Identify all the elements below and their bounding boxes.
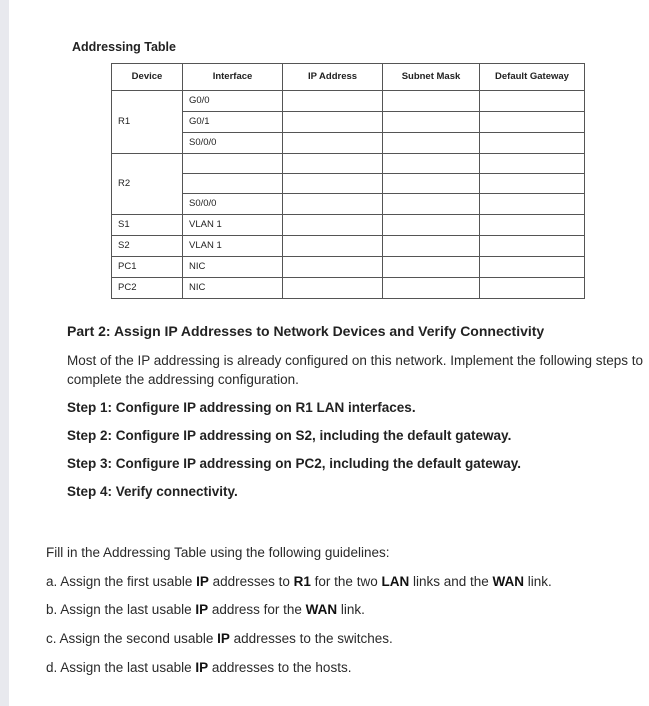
mask-cell[interactable] — [383, 174, 480, 194]
interface-cell: S0/0/0 — [183, 133, 283, 154]
gateway-cell[interactable] — [480, 215, 585, 236]
header-ip-address: IP Address — [283, 64, 383, 91]
table-header-row — [112, 64, 585, 91]
mask-cell[interactable] — [383, 278, 480, 299]
mask-cell[interactable] — [383, 194, 480, 215]
table-row — [112, 154, 585, 174]
guideline-d: d. Assign the last usable IP addresses to the hosts. — [46, 660, 352, 675]
step-2: Step 2: Configure IP addressing on S2, including the default gateway. — [67, 428, 512, 443]
device-cell-r2: R2 — [112, 154, 183, 215]
table-row — [112, 174, 585, 194]
step-3: Step 3: Configure IP addressing on PC2, including the default gateway. — [67, 456, 522, 471]
guideline-a: a. Assign the first usable IP addresses to R1 for the two LAN links and the WAN link. — [46, 574, 552, 589]
header-interface: Interface — [183, 64, 283, 91]
part-2-description: Most of the IP addressing is already configured on this network. Implement the following steps to complete the addressing configuration. — [67, 353, 644, 387]
ip-cell[interactable] — [283, 154, 383, 174]
addressing-table — [111, 63, 585, 299]
interface-cell: VLAN 1 — [183, 215, 283, 236]
interface-cell: S0/0/0 — [183, 194, 283, 215]
device-cell-s1: S1 — [112, 215, 183, 236]
device-cell-pc1: PC1 — [112, 257, 183, 278]
step-4: Step 4: Verify connectivity. — [67, 484, 238, 499]
guideline-b: b. Assign the last usable IP address for the WAN link. — [46, 602, 365, 617]
gateway-cell[interactable] — [480, 236, 585, 257]
interface-cell — [183, 174, 283, 194]
part-2-heading: Part 2: Assign IP Addresses to Network Devices and Verify Connectivity — [67, 323, 545, 339]
gateway-cell[interactable] — [480, 174, 585, 194]
ip-cell[interactable] — [283, 278, 383, 299]
gateway-cell[interactable] — [480, 154, 585, 174]
page-left-margin — [0, 0, 9, 706]
step-1: Step 1: Configure IP addressing on R1 LAN interfaces. — [67, 400, 416, 415]
ip-cell[interactable] — [283, 133, 383, 154]
gateway-cell[interactable] — [480, 112, 585, 133]
table-row — [112, 112, 585, 133]
interface-cell: G0/1 — [183, 112, 283, 133]
device-cell-pc2: PC2 — [112, 278, 183, 299]
interface-cell: NIC — [183, 278, 283, 299]
mask-cell[interactable] — [383, 133, 480, 154]
ip-cell[interactable] — [283, 215, 383, 236]
gateway-cell[interactable] — [480, 278, 585, 299]
ip-cell[interactable] — [283, 174, 383, 194]
mask-cell[interactable] — [383, 91, 480, 112]
ip-cell[interactable] — [283, 91, 383, 112]
mask-cell[interactable] — [383, 154, 480, 174]
table-title: Addressing Table — [72, 40, 176, 54]
header-default-gateway: Default Gateway — [480, 64, 585, 91]
ip-cell[interactable] — [283, 194, 383, 215]
table-row — [112, 257, 585, 278]
gateway-cell[interactable] — [480, 91, 585, 112]
gateway-cell[interactable] — [480, 257, 585, 278]
guidelines-intro: Fill in the Addressing Table using the following guidelines: — [46, 545, 390, 560]
mask-cell[interactable] — [383, 112, 480, 133]
table-row — [112, 236, 585, 257]
table-row — [112, 91, 585, 112]
gateway-cell[interactable] — [480, 133, 585, 154]
device-cell-s2: S2 — [112, 236, 183, 257]
header-subnet-mask: Subnet Mask — [383, 64, 480, 91]
ip-cell[interactable] — [283, 257, 383, 278]
interface-cell: VLAN 1 — [183, 236, 283, 257]
table-row — [112, 133, 585, 154]
interface-cell: G0/0 — [183, 91, 283, 112]
table-row — [112, 215, 585, 236]
mask-cell[interactable] — [383, 215, 480, 236]
header-device: Device — [112, 64, 183, 91]
table-row — [112, 278, 585, 299]
mask-cell[interactable] — [383, 257, 480, 278]
gateway-cell[interactable] — [480, 194, 585, 215]
interface-cell — [183, 154, 283, 174]
guideline-c: c. Assign the second usable IP addresses to the switches. — [46, 631, 393, 646]
table-row — [112, 194, 585, 215]
mask-cell[interactable] — [383, 236, 480, 257]
ip-cell[interactable] — [283, 112, 383, 133]
interface-cell: NIC — [183, 257, 283, 278]
device-cell-r1: R1 — [112, 91, 183, 154]
ip-cell[interactable] — [283, 236, 383, 257]
